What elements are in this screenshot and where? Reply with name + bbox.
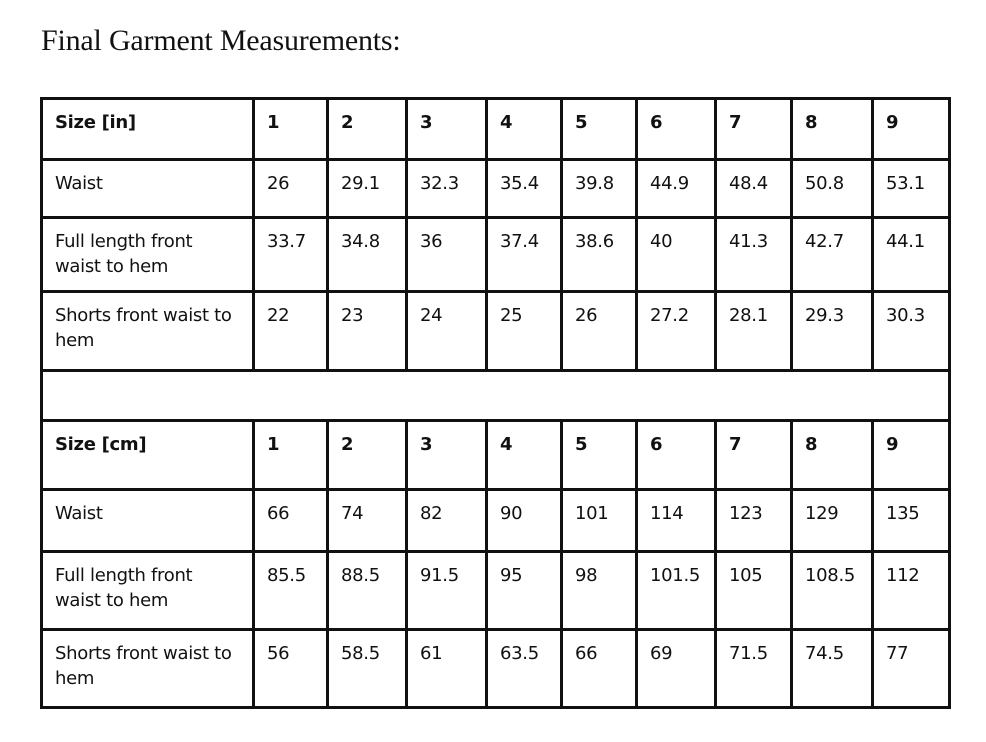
measurement-cell: 26 <box>254 160 328 218</box>
table-row <box>42 292 950 371</box>
measurement-cell: 30.3 <box>873 292 950 371</box>
size-header-cell: 2 <box>328 99 407 160</box>
table-row <box>42 218 950 292</box>
measurement-cell: 135 <box>873 490 950 552</box>
measurement-cell: 39.8 <box>562 160 637 218</box>
table-row <box>42 490 950 552</box>
measurement-cell: 28.1 <box>716 292 792 371</box>
size-header-cell: 7 <box>716 99 792 160</box>
size-header-cell: 9 <box>873 421 950 490</box>
size-header-cell: 8 <box>792 421 873 490</box>
measurement-cell: 63.5 <box>487 630 562 708</box>
size-header-cell: 4 <box>487 421 562 490</box>
measurement-cell: 22 <box>254 292 328 371</box>
measurement-cell: 44.9 <box>637 160 716 218</box>
measurement-cell: 95 <box>487 552 562 630</box>
measurement-cell: 41.3 <box>716 218 792 292</box>
table-row <box>42 160 950 218</box>
measurement-cell: 58.5 <box>328 630 407 708</box>
size-header-cell: 3 <box>407 99 487 160</box>
measurement-cell: 61 <box>407 630 487 708</box>
in-header-row <box>42 99 950 160</box>
measurement-cell: 38.6 <box>562 218 637 292</box>
size-header-cell: 9 <box>873 99 950 160</box>
row-label: Waist <box>42 160 254 218</box>
size-header-cell: 2 <box>328 421 407 490</box>
measurement-cell: 27.2 <box>637 292 716 371</box>
measurement-cell: 123 <box>716 490 792 552</box>
size-header-cell: 1 <box>254 421 328 490</box>
page-title: Final Garment Measurements: <box>41 24 401 57</box>
measurement-cell: 74 <box>328 490 407 552</box>
measurement-cell: 91.5 <box>407 552 487 630</box>
row-label: Full length front waist to hem <box>42 552 254 630</box>
measurement-cell: 44.1 <box>873 218 950 292</box>
row-label: Shorts front waist to hem <box>42 292 254 371</box>
measurement-cell: 74.5 <box>792 630 873 708</box>
size-header-label: Size [cm] <box>42 421 254 490</box>
size-header-cell: 7 <box>716 421 792 490</box>
measurement-cell: 56 <box>254 630 328 708</box>
measurement-cell: 129 <box>792 490 873 552</box>
spacer-cell <box>42 371 950 421</box>
measurement-cell: 37.4 <box>487 218 562 292</box>
measurement-cell: 101.5 <box>637 552 716 630</box>
measurement-cell: 98 <box>562 552 637 630</box>
table-row <box>42 630 950 708</box>
measurement-cell: 85.5 <box>254 552 328 630</box>
measurement-cell: 82 <box>407 490 487 552</box>
cm-header-row <box>42 421 950 490</box>
measurement-cell: 34.8 <box>328 218 407 292</box>
measurement-cell: 69 <box>637 630 716 708</box>
measurement-cell: 66 <box>254 490 328 552</box>
size-header-cell: 6 <box>637 99 716 160</box>
measurement-cell: 88.5 <box>328 552 407 630</box>
size-header-cell: 6 <box>637 421 716 490</box>
measurement-cell: 77 <box>873 630 950 708</box>
spacer-row <box>42 371 950 421</box>
measurement-cell: 29.1 <box>328 160 407 218</box>
size-header-cell: 1 <box>254 99 328 160</box>
size-header-cell: 5 <box>562 99 637 160</box>
measurement-cell: 35.4 <box>487 160 562 218</box>
measurement-cell: 66 <box>562 630 637 708</box>
measurement-cell: 114 <box>637 490 716 552</box>
measurement-cell: 105 <box>716 552 792 630</box>
measurement-cell: 42.7 <box>792 218 873 292</box>
measurement-cell: 23 <box>328 292 407 371</box>
row-label: Waist <box>42 490 254 552</box>
measurement-cell: 112 <box>873 552 950 630</box>
measurement-cell: 71.5 <box>716 630 792 708</box>
measurement-cell: 33.7 <box>254 218 328 292</box>
size-header-cell: 3 <box>407 421 487 490</box>
table-row <box>42 552 950 630</box>
row-label: Full length front waist to hem <box>42 218 254 292</box>
measurement-cell: 101 <box>562 490 637 552</box>
size-header-cell: 5 <box>562 421 637 490</box>
measurement-cell: 53.1 <box>873 160 950 218</box>
measurement-cell: 90 <box>487 490 562 552</box>
measurement-cell: 26 <box>562 292 637 371</box>
size-header-cell: 4 <box>487 99 562 160</box>
size-header-label: Size [in] <box>42 99 254 160</box>
measurement-cell: 108.5 <box>792 552 873 630</box>
row-label: Shorts front waist to hem <box>42 630 254 708</box>
measurement-cell: 40 <box>637 218 716 292</box>
measurement-cell: 36 <box>407 218 487 292</box>
measurement-cell: 24 <box>407 292 487 371</box>
size-header-cell: 8 <box>792 99 873 160</box>
measurements-table <box>40 97 951 709</box>
measurement-cell: 50.8 <box>792 160 873 218</box>
measurement-cell: 29.3 <box>792 292 873 371</box>
measurement-cell: 32.3 <box>407 160 487 218</box>
measurement-cell: 48.4 <box>716 160 792 218</box>
measurement-cell: 25 <box>487 292 562 371</box>
